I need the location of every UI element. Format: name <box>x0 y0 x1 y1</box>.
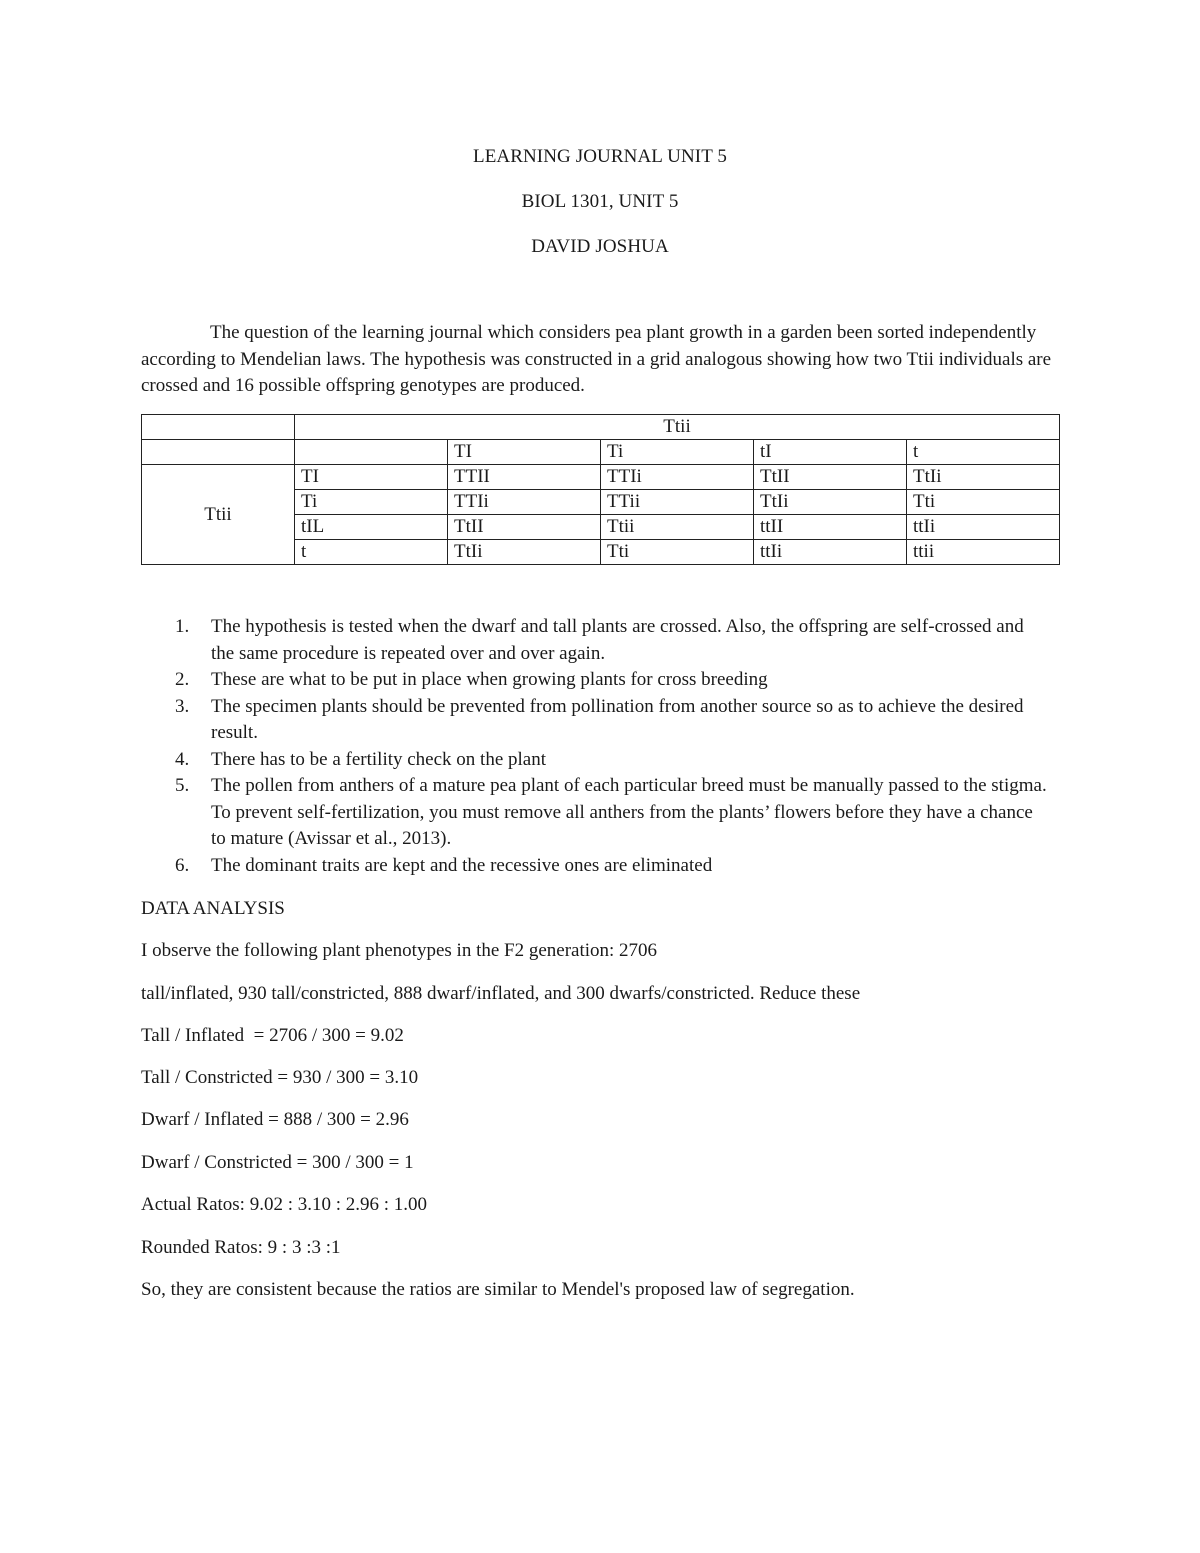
list-item <box>141 773 1051 853</box>
offspring-genotype: TTIi <box>601 465 754 490</box>
list-item-text: These are what to be put in place when growing plants for cross breeding <box>211 669 768 690</box>
document-title: LEARNING JOURNAL UNIT 5 <box>472 146 728 167</box>
table-cell-empty <box>142 415 295 440</box>
column-gamete: t <box>907 440 1060 465</box>
offspring-genotype: Tti <box>907 490 1060 515</box>
intro-paragraph <box>141 320 1061 400</box>
row-gamete: Ti <box>295 490 448 515</box>
column-gamete: Ti <box>601 440 754 465</box>
conclusion-text: So, they are consistent because the ratios are similar to Mendel's proposed law of segregation. <box>141 1279 855 1300</box>
course-line: BIOL 1301, UNIT 5 <box>521 191 679 212</box>
observation-line-1: I observe the following plant phenotypes in the F2 generation: 2706 <box>141 940 658 961</box>
table-cell-empty <box>295 440 448 465</box>
row-gamete: tIL <box>295 515 448 540</box>
offspring-genotype: TtIi <box>448 540 601 565</box>
side-parent-genotype: Ttii <box>142 465 295 565</box>
list-item-text: There has to be a fertility check on the plant <box>211 748 547 770</box>
row-gamete: TI <box>295 465 448 490</box>
punnett-square-table <box>141 414 1060 565</box>
column-gamete: TI <box>448 440 601 465</box>
table-row <box>142 465 1060 490</box>
actual-ratios: Actual Ratos: 9.02 : 3.10 : 2.96 : 1.00 <box>141 1194 428 1215</box>
offspring-genotype: Tti <box>601 540 754 565</box>
list-number: 5. <box>175 775 190 796</box>
list-item-text: The pollen from anthers of a mature pea plant of each particular breed must be manually passed to the stigma. To prevent self-fertilization, you must remove all anthers from the plants’ flowers before they have a chance to mature (Avissar et al., 2013). <box>211 775 1047 849</box>
procedure-list <box>141 614 1051 879</box>
list-number: 2. <box>175 669 190 690</box>
offspring-genotype: TtIi <box>907 465 1060 490</box>
list-number: 3. <box>175 695 190 717</box>
list-number: 6. <box>175 854 190 876</box>
tall-inflated-ratio: Tall / Inflated = 2706 / 300 = 9.02 <box>141 1025 404 1046</box>
offspring-genotype: TtII <box>448 515 601 540</box>
list-item-text: The hypothesis is tested when the dwarf and tall plants are crossed. Also, the offspring are self-crossed and the same procedure is repeated over and over again. <box>211 616 1024 664</box>
list-item-text: The dominant traits are kept and the recessive ones are eliminated <box>211 854 713 876</box>
list-item <box>141 667 1051 694</box>
row-gamete: t <box>295 540 448 565</box>
observation-line-2: tall/inflated, 930 tall/constricted, 888 dwarf/inflated, and 300 dwarfs/constricted. Reduce these <box>141 983 861 1004</box>
offspring-genotype: TTIi <box>448 490 601 515</box>
list-item-text: The specimen plants should be prevented from pollination from another source so as to achieve the desired result. <box>211 695 1024 743</box>
intro-text: The question of the learning journal which considers pea plant growth in a garden been sorted independently according to Mendelian laws. The hypothesis was constructed in a grid analogous showing how two Ttii individuals are crossed and 16 possible offspring genotypes are produced. <box>141 322 1052 396</box>
top-parent-genotype: Ttii <box>295 415 1060 440</box>
list-number: 4. <box>175 748 190 770</box>
offspring-genotype: TtIi <box>754 490 907 515</box>
author-line: DAVID JOSHUA <box>531 236 669 257</box>
offspring-genotype: ttII <box>754 515 907 540</box>
list-item <box>141 747 1051 774</box>
offspring-genotype: TTii <box>601 490 754 515</box>
offspring-genotype: Ttii <box>601 515 754 540</box>
offspring-genotype: TTII <box>448 465 601 490</box>
offspring-genotype: ttIi <box>754 540 907 565</box>
list-item <box>141 614 1051 667</box>
data-analysis-heading: DATA ANALYSIS <box>141 898 285 919</box>
list-item <box>141 694 1051 747</box>
table-cell-empty <box>142 440 295 465</box>
offspring-genotype: TtII <box>754 465 907 490</box>
tall-constricted-ratio: Tall / Constricted = 930 / 300 = 3.10 <box>141 1067 419 1088</box>
list-item <box>141 853 1051 880</box>
dwarf-constricted-ratio: Dwarf / Constricted = 300 / 300 = 1 <box>141 1152 414 1173</box>
table-row-top-parent <box>142 415 1060 440</box>
dwarf-inflated-ratio: Dwarf / Inflated = 888 / 300 = 2.96 <box>141 1109 409 1130</box>
table-row-column-gametes <box>142 440 1060 465</box>
rounded-ratios: Rounded Ratos: 9 : 3 :3 :1 <box>141 1237 341 1258</box>
offspring-genotype: ttIi <box>907 515 1060 540</box>
list-number: 1. <box>175 616 190 637</box>
offspring-genotype: ttii <box>907 540 1060 565</box>
column-gamete: tI <box>754 440 907 465</box>
